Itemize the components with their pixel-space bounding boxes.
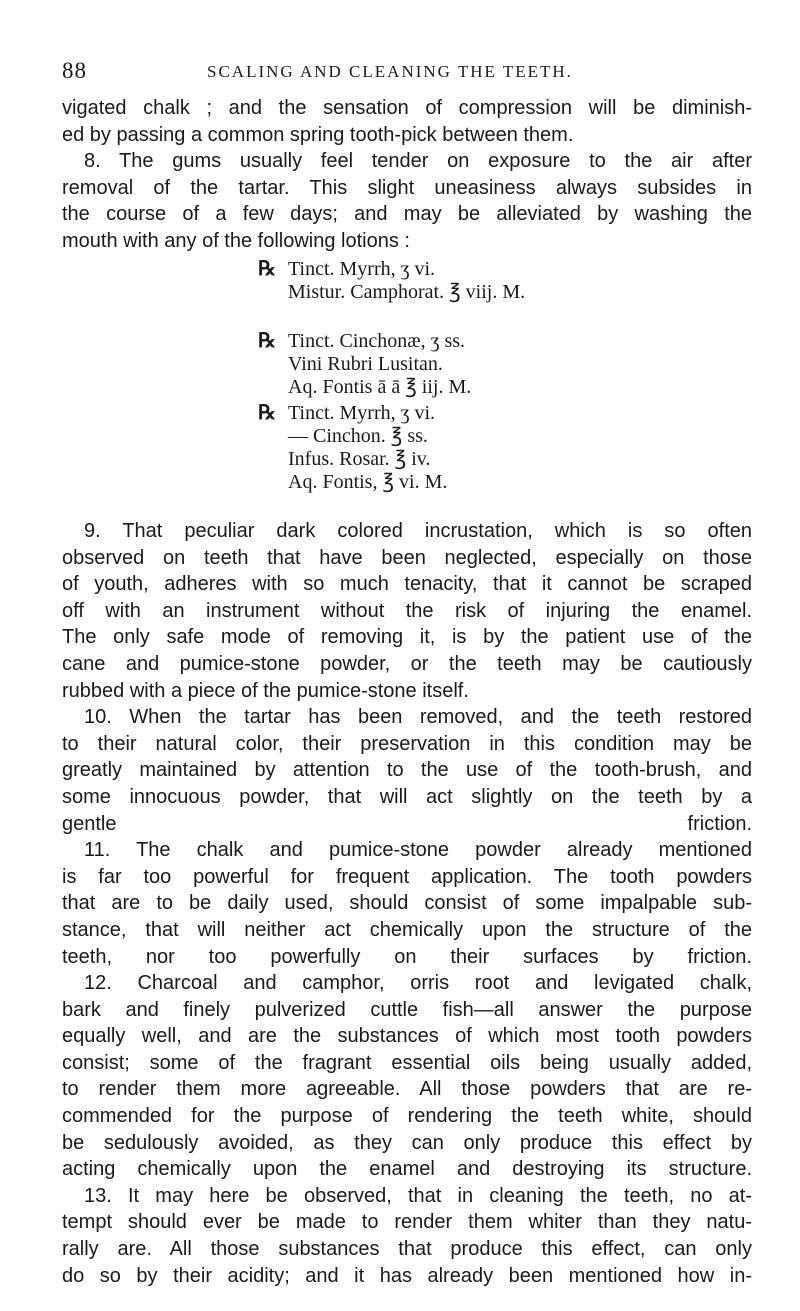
prescription-line: Mistur. Camphorat. ℥ viij. M.: [288, 281, 526, 303]
text-line: 13. It may here be observed, that in cleaning the teeth, no at-: [84, 1184, 752, 1207]
upper-paragraphs: [62, 95, 752, 255]
text-line: acting chemically upon the enamel and destroying its structure.: [62, 1158, 752, 1181]
text-line: to their natural color, their preservation in this condition may be: [62, 732, 752, 755]
text-line: observed on teeth that have been neglected, especially on those: [62, 546, 752, 569]
lower-paragraphs: [62, 518, 752, 1289]
text-line: to render them more agreeable. All those powders that are re-: [62, 1078, 752, 1101]
text-line: 9. That peculiar dark colored incrustation, which is so often: [84, 520, 752, 542]
prescription-line: ℞ Tinct. Cinchonæ, ʒ ss.: [258, 330, 466, 352]
text-line: 12. Charcoal and camphor, orris root and levigated chalk,: [84, 972, 752, 995]
prescription-line: ℞ Tinct. Myrrh, ʒ vi.: [258, 402, 436, 424]
text-line: the course of a few days; and may be alleviated by washing the: [62, 203, 752, 226]
text-line: stance, that will neither act chemically upon the structure of the: [62, 918, 752, 941]
running-head: SCALING AND CLEANING THE TEETH.: [207, 62, 573, 81]
text-line: ed by passing a common spring tooth-pick between them.: [62, 123, 574, 146]
prescription-line: Aq. Fontis ā ā ℥ iij. M.: [288, 376, 472, 398]
prescription-line: ℞ Tinct. Myrrh, ʒ vi.: [258, 258, 436, 280]
recipe-symbol: ℞: [258, 330, 276, 352]
page-header: [62, 58, 750, 88]
text-line: do so by their acidity; and it has already been mentioned how in-: [62, 1264, 752, 1287]
text-line: is far too powerful for frequent application. The tooth powders: [62, 865, 752, 888]
text-line: 11. The chalk and pumice-stone powder already mentioned: [84, 839, 752, 862]
text-line: The only safe mode of removing it, is by the patient use of the: [62, 626, 752, 649]
prescription-1: [258, 258, 718, 304]
text-line: mouth with any of the following lotions :: [62, 229, 410, 252]
text-line: bark and finely pulverized cuttle fish—all answer the purpose: [62, 998, 752, 1021]
text-line: rubbed with a piece of the pumice-stone itself.: [62, 679, 469, 702]
text-line: off with an instrument without the risk of injuring the enamel.: [62, 599, 752, 622]
text-line: some innocuous powder, that will act slightly on the teeth by a: [62, 785, 752, 808]
prescription-2: [258, 330, 718, 399]
text-line: vigated chalk ; and the sensation of compression will be diminish-: [62, 97, 752, 119]
text-line: teeth, nor too powerfully on their surfaces by friction.: [62, 945, 752, 968]
recipe-symbol: ℞: [258, 258, 276, 280]
text-line: gentle friction.: [62, 812, 752, 835]
text-line: cane and pumice-stone powder, or the teeth may be cautiously: [62, 652, 752, 675]
text-line: rally are. All those substances that produce this effect, can only: [62, 1238, 752, 1261]
prescription-3: [258, 402, 718, 494]
prescription-line: Vini Rubri Lusitan.: [288, 353, 443, 375]
text-line: greatly maintained by attention to the use of the tooth-brush, and: [62, 759, 752, 782]
page-number: 88: [62, 58, 87, 83]
text-line: 10. When the tartar has been removed, and the teeth restored: [84, 706, 752, 729]
text-line: of youth, adheres with so much tenacity, that it cannot be scraped: [62, 573, 752, 596]
text-line: commended for the purpose of rendering the teeth white, should: [62, 1105, 752, 1128]
text-line: be sedulously avoided, as they can only produce this effect by: [62, 1131, 752, 1154]
text-line: removal of the tartar. This slight uneasiness always subsides in: [62, 176, 752, 199]
text-line: that are to be daily used, should consist of some impalpable sub-: [62, 892, 752, 915]
prescription-line: Aq. Fontis, ℥ vi. M.: [288, 471, 448, 493]
text-line: 8. The gums usually feel tender on exposure to the air after: [84, 150, 752, 173]
recipe-symbol: ℞: [258, 402, 276, 424]
text-line: equally well, and are the substances of which most tooth powders: [62, 1025, 752, 1048]
text-line: tempt should ever be made to render them whiter than they natu-: [62, 1211, 752, 1234]
prescription-line: — Cinchon. ℥ ss.: [288, 425, 428, 447]
text-line: consist; some of the fragrant essential oils being usually added,: [62, 1051, 752, 1074]
prescription-line: Infus. Rosar. ℥ iv.: [288, 448, 431, 470]
